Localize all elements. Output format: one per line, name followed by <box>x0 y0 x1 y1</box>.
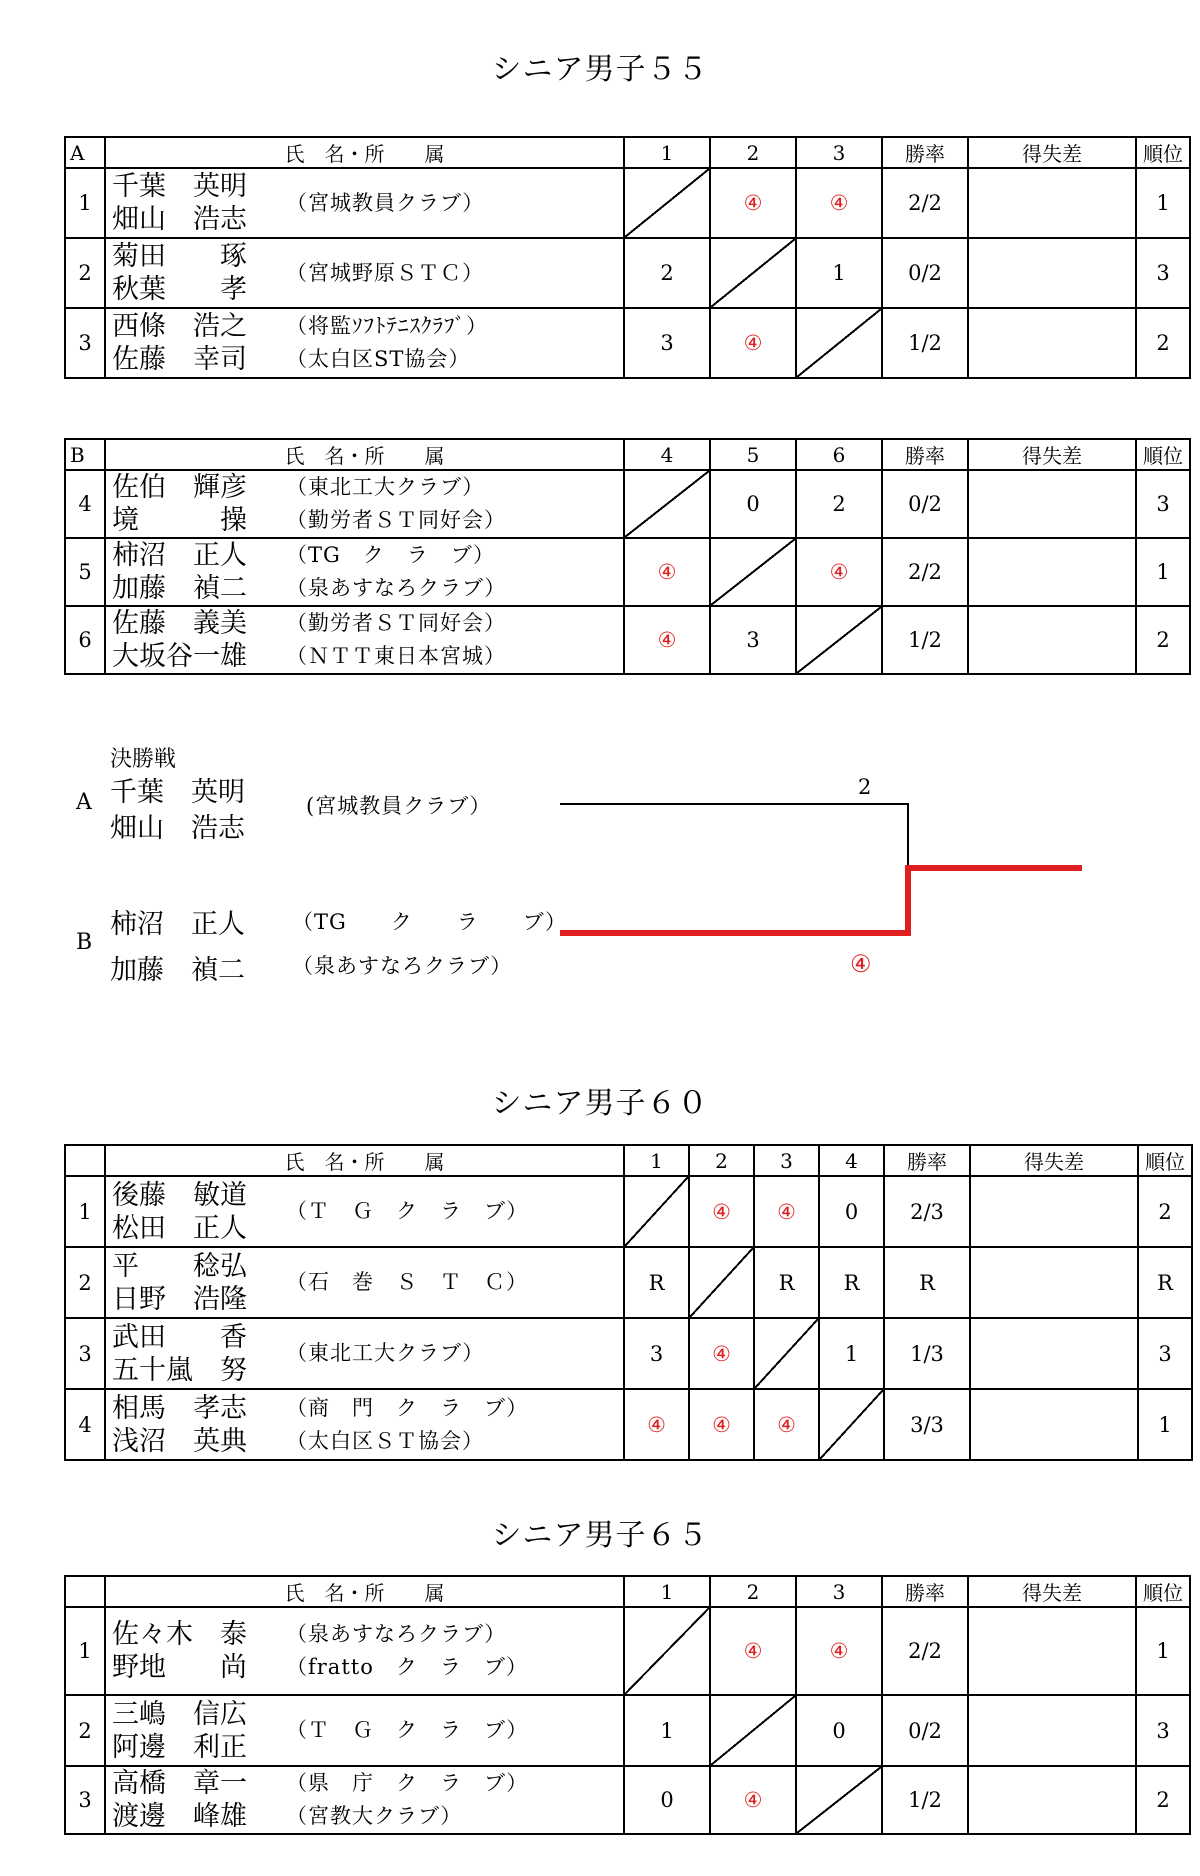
score-cell: ④ <box>796 168 882 238</box>
header-rank: 順位 <box>1136 137 1190 168</box>
table-row <box>65 1389 1192 1460</box>
win-rate-cell: 2/2 <box>882 538 968 606</box>
club-name: （将監ｿﾌﾄﾃﾆｽｸﾗﾌﾞ） <box>286 314 488 338</box>
rank-cell: 1 <box>1136 1607 1190 1695</box>
rank-cell: 2 <box>1136 308 1190 378</box>
rank-cell: 1 <box>1138 1389 1192 1460</box>
club-name: （太白区ＳＴ協会） <box>286 1428 484 1453</box>
score-cell: 2 <box>624 238 710 308</box>
point-diff-cell <box>968 470 1136 538</box>
point-diff-cell <box>968 1607 1136 1695</box>
header-opponent-1: 1 <box>624 1576 710 1607</box>
win-rate-cell: 0/2 <box>882 238 968 308</box>
score-cell: ④ <box>796 538 882 606</box>
header-opponent-5: 5 <box>710 439 796 470</box>
score-cell: 2 <box>796 470 882 538</box>
rank-cell: R <box>1138 1247 1192 1318</box>
score-cell: 0 <box>624 1766 710 1834</box>
player-name: 境 操 <box>112 505 247 536</box>
score-cell: 0 <box>819 1176 884 1247</box>
point-diff-cell <box>970 1389 1138 1460</box>
win-rate-cell: 1/3 <box>884 1318 970 1389</box>
club-name: （東北工大クラブ） <box>286 1341 485 1365</box>
player-pair <box>105 1695 624 1766</box>
win-rate-cell: 0/2 <box>882 1695 968 1766</box>
final-b-score: ④ <box>850 950 872 978</box>
table-row <box>65 168 1190 238</box>
point-diff-cell <box>968 606 1136 674</box>
point-diff-cell <box>970 1247 1138 1318</box>
point-diff-cell <box>968 168 1136 238</box>
win-rate-cell: R <box>884 1247 970 1318</box>
group-label: B <box>65 439 105 470</box>
header-opponent-4: 4 <box>624 439 710 470</box>
player-name: 佐藤 義美 <box>112 608 247 639</box>
header-win-rate: 勝率 <box>884 1145 970 1176</box>
final-b-label: B <box>76 930 93 955</box>
point-diff-cell <box>968 238 1136 308</box>
row-index: 3 <box>65 308 105 378</box>
point-diff-cell <box>970 1318 1138 1389</box>
player-pair <box>105 606 624 674</box>
player-name: 三嶋 信広 <box>112 1698 247 1730</box>
club-name: （商 門 ク ラ ブ） <box>286 1395 529 1420</box>
header-opponent-3: 3 <box>796 137 882 168</box>
club-name: （宮城教員クラブ） <box>286 190 485 215</box>
title-senior-55: シニア男子５５ <box>491 52 709 87</box>
header-point-diff: 得失差 <box>970 1145 1138 1176</box>
table-row <box>65 1766 1190 1834</box>
club-name: （泉あすなろクラブ） <box>286 1622 507 1646</box>
player-name: 浅沼 英典 <box>112 1425 247 1457</box>
score-cell: R <box>819 1247 884 1318</box>
club-name: （勤労者ＳＴ同好会） <box>286 508 506 532</box>
score-cell: 3 <box>624 308 710 378</box>
player-name: 平 稔弘 <box>112 1250 247 1282</box>
header-opponent-6: 6 <box>796 439 882 470</box>
win-rate-cell: 2/3 <box>884 1176 970 1247</box>
player-pair <box>105 1766 624 1834</box>
title-senior-65: シニア男子６５ <box>491 1518 709 1553</box>
player-pair <box>105 168 624 238</box>
player-pair <box>105 538 624 606</box>
diagonal-cell <box>796 606 882 674</box>
player-name: 五十嵐 努 <box>112 1354 247 1386</box>
table-row <box>65 1695 1190 1766</box>
score-cell: ④ <box>754 1176 819 1247</box>
header-row <box>65 1145 1192 1176</box>
row-index: 1 <box>65 168 105 238</box>
player-pair <box>105 308 624 378</box>
rank-cell: 2 <box>1136 606 1190 674</box>
table-row <box>65 470 1190 538</box>
group-label <box>65 1576 105 1607</box>
header-point-diff: 得失差 <box>968 1576 1136 1607</box>
club-name: （県 庁 ク ラ ブ） <box>286 1771 529 1795</box>
diagonal-cell <box>754 1318 819 1389</box>
final-b-player-2: 加藤 禎二 <box>110 955 245 986</box>
win-rate-cell: 1/2 <box>882 308 968 378</box>
rank-cell: 2 <box>1138 1176 1192 1247</box>
score-cell: ④ <box>710 1766 796 1834</box>
header-opponent-1: 1 <box>624 1145 689 1176</box>
header-win-rate: 勝率 <box>882 439 968 470</box>
player-name: 菊田 琢 <box>112 241 247 272</box>
header-win-rate: 勝率 <box>882 1576 968 1607</box>
score-cell: ④ <box>710 168 796 238</box>
diagonal-cell <box>710 538 796 606</box>
header-row <box>65 1576 1190 1607</box>
table-row <box>65 1318 1192 1389</box>
final-b-player-1: 柿沼 正人 <box>110 909 245 940</box>
diagonal-cell <box>710 1695 796 1766</box>
diagonal-cell <box>796 308 882 378</box>
club-name: （Ｔ Ｇ ク ラ ブ） <box>286 1718 529 1742</box>
player-name: 佐伯 輝彦 <box>112 472 247 503</box>
player-name: 高橋 章一 <box>112 1768 247 1799</box>
score-cell: R <box>754 1247 819 1318</box>
club-name: （宮城野原ＳＴＣ） <box>286 260 484 285</box>
club-name: （勤労者ＳＴ同好会） <box>286 611 506 635</box>
final-b-club-2: （泉あすなろクラブ） <box>292 954 513 978</box>
table-row <box>65 606 1190 674</box>
club-name: （石 巻 Ｓ Ｔ Ｃ） <box>286 1270 528 1294</box>
row-index: 2 <box>65 1247 105 1318</box>
header-rank: 順位 <box>1136 439 1190 470</box>
row-index: 1 <box>65 1607 105 1695</box>
player-name: 渡邊 峰雄 <box>112 1801 247 1832</box>
rank-cell: 1 <box>1136 538 1190 606</box>
bracket-line-a <box>560 804 908 868</box>
point-diff-cell <box>970 1176 1138 1247</box>
player-name: 大坂谷一雄 <box>112 641 247 672</box>
diagonal-cell <box>689 1247 754 1318</box>
header-name-affiliation: 氏 名・所 属 <box>105 439 624 470</box>
table-row <box>65 308 1190 378</box>
player-name: 相馬 孝志 <box>112 1392 247 1424</box>
header-win-rate: 勝率 <box>882 137 968 168</box>
header-row <box>65 439 1190 470</box>
player-name: 松田 正人 <box>112 1212 247 1244</box>
club-name: （東北工大クラブ） <box>286 475 485 499</box>
diagonal-cell <box>710 238 796 308</box>
diagonal-cell <box>796 1766 882 1834</box>
row-index: 1 <box>65 1176 105 1247</box>
diagonal-cell <box>624 1176 689 1247</box>
row-index: 4 <box>65 1389 105 1460</box>
club-name: （TG ク ラ ブ） <box>286 543 495 567</box>
score-cell: ④ <box>624 538 710 606</box>
score-cell: ④ <box>754 1389 819 1460</box>
score-cell: 0 <box>710 470 796 538</box>
club-name: （宮教大クラブ） <box>286 1804 463 1828</box>
player-name: 秋葉 孝 <box>112 274 247 305</box>
header-rank: 順位 <box>1136 1576 1190 1607</box>
player-name: 畑山 浩志 <box>112 204 247 235</box>
header-point-diff: 得失差 <box>968 137 1136 168</box>
header-point-diff: 得失差 <box>968 439 1136 470</box>
score-cell: ④ <box>689 1176 754 1247</box>
rank-cell: 3 <box>1136 1695 1190 1766</box>
group-label: A <box>65 137 105 168</box>
final-label: 決勝戦 <box>110 747 177 772</box>
header-opponent-3: 3 <box>754 1145 819 1176</box>
score-cell: ④ <box>710 308 796 378</box>
score-cell: R <box>624 1247 689 1318</box>
bracket-line-b-winner <box>560 868 1082 933</box>
row-index: 2 <box>65 1695 105 1766</box>
table-row <box>65 538 1190 606</box>
header-opponent-1: 1 <box>624 137 710 168</box>
point-diff-cell <box>968 308 1136 378</box>
row-index: 3 <box>65 1318 105 1389</box>
score-cell: ④ <box>710 1607 796 1695</box>
player-name: 野地 尚 <box>112 1652 247 1683</box>
score-cell: ④ <box>624 1389 689 1460</box>
header-opponent-2: 2 <box>710 137 796 168</box>
player-name: 武田 香 <box>112 1321 247 1353</box>
header-name-affiliation: 氏 名・所 属 <box>105 137 624 168</box>
row-index: 2 <box>65 238 105 308</box>
group-label <box>65 1145 105 1176</box>
player-pair <box>105 1318 624 1389</box>
score-cell: 3 <box>710 606 796 674</box>
score-cell: 3 <box>624 1318 689 1389</box>
score-cell: 1 <box>624 1695 710 1766</box>
player-pair <box>105 1607 624 1695</box>
player-name: 日野 浩隆 <box>112 1283 247 1315</box>
round-robin-table-1 <box>64 136 1191 379</box>
player-name: 後藤 敏道 <box>112 1179 247 1211</box>
header-opponent-4: 4 <box>819 1145 884 1176</box>
title-senior-60: シニア男子６０ <box>491 1086 709 1121</box>
header-opponent-2: 2 <box>710 1576 796 1607</box>
row-index: 3 <box>65 1766 105 1834</box>
player-name: 阿邊 利正 <box>112 1731 247 1763</box>
header-rank: 順位 <box>1138 1145 1192 1176</box>
win-rate-cell: 3/3 <box>884 1389 970 1460</box>
score-cell: 1 <box>819 1318 884 1389</box>
score-cell: 1 <box>796 238 882 308</box>
club-name: （fratto ク ラ ブ） <box>286 1655 529 1679</box>
final-a-club: (宮城教員クラブ） <box>306 794 492 818</box>
win-rate-cell: 0/2 <box>882 470 968 538</box>
score-cell: ④ <box>796 1607 882 1695</box>
round-robin-table-3 <box>64 1144 1193 1461</box>
table-row <box>65 238 1190 308</box>
club-name: （Ｔ Ｇ ク ラ ブ） <box>286 1199 529 1223</box>
rank-cell: 3 <box>1138 1318 1192 1389</box>
table-row <box>65 1607 1190 1695</box>
player-pair <box>105 238 624 308</box>
diagonal-cell <box>624 470 710 538</box>
player-pair <box>105 1247 624 1318</box>
player-pair <box>105 470 624 538</box>
final-a-label: A <box>76 790 92 815</box>
player-pair <box>105 1389 624 1460</box>
win-rate-cell: 1/2 <box>882 1766 968 1834</box>
final-a-player-2: 畑山 浩志 <box>110 813 245 844</box>
row-index: 6 <box>65 606 105 674</box>
rank-cell: 3 <box>1136 470 1190 538</box>
table-row <box>65 1176 1192 1247</box>
point-diff-cell <box>968 1766 1136 1834</box>
score-cell: ④ <box>624 606 710 674</box>
point-diff-cell <box>968 1695 1136 1766</box>
rank-cell: 3 <box>1136 238 1190 308</box>
win-rate-cell: 2/2 <box>882 168 968 238</box>
rank-cell: 2 <box>1136 1766 1190 1834</box>
header-opponent-3: 3 <box>796 1576 882 1607</box>
player-name: 西條 浩之 <box>112 311 247 342</box>
win-rate-cell: 1/2 <box>882 606 968 674</box>
row-index: 5 <box>65 538 105 606</box>
score-cell: ④ <box>689 1389 754 1460</box>
row-index: 4 <box>65 470 105 538</box>
player-name: 千葉 英明 <box>112 171 247 202</box>
player-name: 佐々木 泰 <box>112 1619 247 1650</box>
final-a-player-1: 千葉 英明 <box>110 777 245 808</box>
club-name: （太白区ST協会） <box>286 347 471 371</box>
header-opponent-2: 2 <box>689 1145 754 1176</box>
table-row <box>65 1247 1192 1318</box>
header-name-affiliation: 氏 名・所 属 <box>105 1145 624 1176</box>
player-name: 柿沼 正人 <box>112 540 247 571</box>
diagonal-cell <box>624 168 710 238</box>
round-robin-table-4 <box>64 1575 1191 1835</box>
player-pair <box>105 1176 624 1247</box>
score-cell: 0 <box>796 1695 882 1766</box>
club-name: （泉あすなろクラブ） <box>286 576 507 600</box>
rank-cell: 1 <box>1136 168 1190 238</box>
club-name: （ＮＴＴ東日本宮城） <box>286 644 506 668</box>
header-name-affiliation: 氏 名・所 属 <box>105 1576 624 1607</box>
final-a-score: 2 <box>858 775 872 799</box>
player-name: 加藤 禎二 <box>112 573 247 604</box>
score-cell: ④ <box>689 1318 754 1389</box>
final-b-club-1: （TG ク ラ ブ） <box>292 910 567 934</box>
round-robin-table-2 <box>64 438 1191 675</box>
diagonal-cell <box>624 1607 710 1695</box>
header-row <box>65 137 1190 168</box>
player-name: 佐藤 幸司 <box>112 344 247 375</box>
point-diff-cell <box>968 538 1136 606</box>
win-rate-cell: 2/2 <box>882 1607 968 1695</box>
diagonal-cell <box>819 1389 884 1460</box>
